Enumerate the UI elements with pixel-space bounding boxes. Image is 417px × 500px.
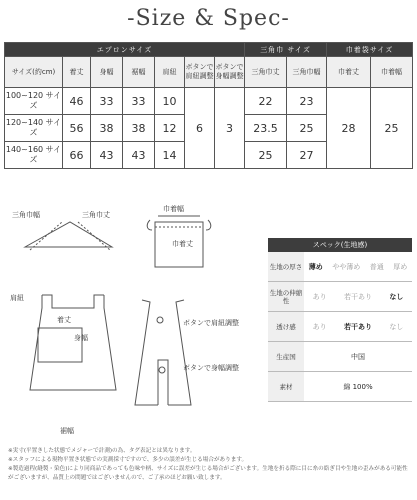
spec-option: なし [389,322,404,331]
spec-key: 生産国 [268,342,304,371]
cell-body-adjust: 3 [215,88,245,169]
spec-row-sheerness [268,312,412,342]
spec-row-material [268,372,412,402]
col-bag-w: 巾着幅 [371,57,413,88]
button-strap-label: ボタンで肩紐調整 [183,319,239,327]
cell-tri-len: 23.5 [245,115,287,142]
row-size: 140~160 サイズ [5,142,63,169]
bag-size-header: 巾着袋サイズ [327,43,413,57]
cell-length: 56 [63,115,91,142]
apron-back-illustration [135,300,191,405]
cell-strap: 14 [155,142,185,169]
apron-front-illustration [30,295,116,390]
spec-row-stretch [268,282,412,312]
cell-bag-len: 28 [327,88,371,169]
spec-row-country [268,342,412,372]
cell-length: 66 [63,142,91,169]
spec-row-thickness [268,252,412,282]
triangle-size-header: 三角巾 サイズ [245,43,327,57]
body-width-label: 身幅 [74,334,88,342]
length-label: 着丈 [57,316,71,324]
page-title: -Size & Spec- [127,6,290,31]
spec-key: 素材 [268,372,304,401]
col-tri-w: 三角巾幅 [287,57,327,88]
cell-hem: 33 [123,88,155,115]
note-line: ※実寸(平置きした状態でメジャーで計測)の為、タグ表記とは異なります。 [8,448,196,454]
tri-width-label: 三角巾幅 [12,211,40,219]
spec-option: 普通 [369,262,384,271]
cell-hem: 38 [123,115,155,142]
spec-option: あり [312,292,327,301]
spec-option: あり [312,322,327,331]
cell-bag-w: 25 [371,88,413,169]
cell-strap: 12 [155,115,185,142]
spec-option: なし [389,292,404,301]
spec-title: スペック(生地感) [268,238,412,252]
spec-value: 中国 [351,352,365,361]
cell-body: 33 [91,88,123,115]
table-row [5,88,413,115]
spec-option: やや薄め [332,262,361,271]
bag-length-label: 巾着丈 [172,240,193,248]
spec-option: 厚め [393,262,408,271]
cell-tri-w: 23 [287,88,327,115]
bag-width-label: 巾着幅 [163,205,184,213]
note-line: ※スタッフによる現物平置き状態での実測採寸ですので、多少の誤差が生じる場合があります。 [8,457,248,463]
cell-strap-adjust: 6 [185,88,215,169]
cell-length: 46 [63,88,91,115]
col-body: 身幅 [91,57,123,88]
spec-panel [268,238,412,402]
note-line: ※製造過程(縫製・染色)により同商品であっても色味や柄、サイズに誤差が生じる場合がございます。生地を折る際に目に糸の絡ぎ目や生地の歪みがある可能性がございますが、品質上の問題ではございませんので、ご了承のほどお願い致します。 [8,466,408,481]
col-strap-adjust: ボタンで肩紐調整 [185,57,215,88]
spec-value: 綿 100% [343,382,373,391]
col-strap: 肩紐 [155,57,185,88]
row-size: 100~120 サイズ [5,88,63,115]
spec-option: 若干あり [343,292,372,301]
tri-length-label: 三角巾丈 [82,211,110,219]
cell-body: 38 [91,115,123,142]
cell-body: 43 [91,142,123,169]
strap-label: 肩紐 [10,294,24,302]
spec-key: 生地の伸縮性 [268,282,304,311]
cell-tri-w: 27 [287,142,327,169]
spec-key: 透け感 [268,312,304,341]
col-hem: 裾幅 [123,57,155,88]
button-body-label: ボタンで身幅調整 [183,364,239,372]
triangle-scarf-illustration [25,222,112,250]
cell-tri-len: 25 [245,142,287,169]
row-size: 120~140 サイズ [5,115,63,142]
cell-hem: 43 [123,142,155,169]
apron-size-header: エプロンサイズ [5,43,245,57]
col-tri-len: 三角巾丈 [245,57,287,88]
notes [8,447,412,483]
size-table [4,42,413,169]
hem-width-label: 裾幅 [60,427,74,435]
spec-option: 若干あり [343,322,372,331]
spec-option: 薄め [308,262,323,271]
cell-strap: 10 [155,88,185,115]
col-bag-len: 巾着丈 [327,57,371,88]
col-size: サイズ(約cm) [5,57,63,88]
spec-key: 生地の厚さ [268,252,304,281]
col-body-adjust: ボタンで身幅調整 [215,57,245,88]
cell-tri-len: 22 [245,88,287,115]
col-length: 着丈 [63,57,91,88]
cell-tri-w: 25 [287,115,327,142]
